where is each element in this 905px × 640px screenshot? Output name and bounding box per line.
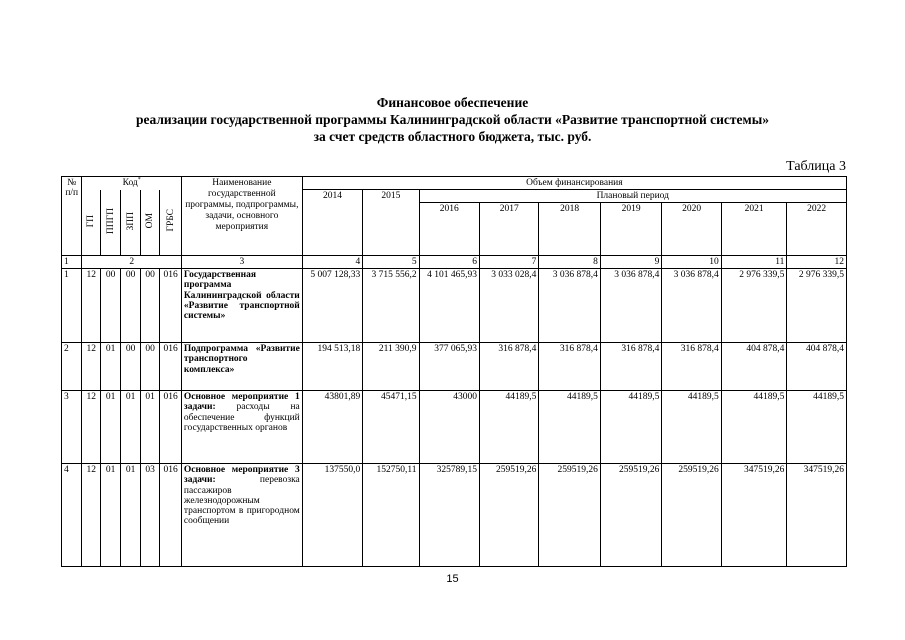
value-2022: 404 878,4 xyxy=(787,343,847,391)
colnum-8: 8 xyxy=(539,256,600,269)
colnum-10: 10 xyxy=(662,256,721,269)
code-grbs: 016 xyxy=(160,464,182,567)
table-row xyxy=(62,343,847,391)
value-2022: 2 976 339,5 xyxy=(787,269,847,343)
table-label: Таблица 3 xyxy=(786,159,846,174)
value-2015: 152750,11 xyxy=(363,464,419,567)
table-row xyxy=(62,269,847,343)
header-year-2019: 2019 xyxy=(600,203,661,256)
row-name: Основное мероприятие 3 задачи: перевозка пассажиров железнодорожным транспортом в пригородном сообщении xyxy=(181,464,302,567)
value-2019: 259519,26 xyxy=(600,464,661,567)
code-ppgp: 01 xyxy=(100,343,120,391)
header-code-zpp: ЗПП xyxy=(121,190,140,256)
row-num: 2 xyxy=(62,343,82,391)
row-name: Государственная программа Калининградской области «Развитие транспортной системы» xyxy=(181,269,302,343)
code-zpp: 00 xyxy=(121,343,140,391)
value-2018: 3 036 878,4 xyxy=(539,269,600,343)
row-num: 3 xyxy=(62,391,82,464)
code-zpp: 01 xyxy=(121,391,140,464)
value-2016: 377 065,93 xyxy=(419,343,479,391)
value-2017: 259519,26 xyxy=(480,464,539,567)
colnum-9: 9 xyxy=(600,256,661,269)
colnum-5: 5 xyxy=(363,256,419,269)
table-row xyxy=(62,391,847,464)
header-num-sub: п/п xyxy=(65,188,79,198)
header-code-footnote: * xyxy=(137,176,141,183)
header-year-2021: 2021 xyxy=(721,203,787,256)
document-title: Финансовое обеспечение xyxy=(376,95,529,110)
value-2020: 44189,5 xyxy=(662,391,721,464)
value-2019: 44189,5 xyxy=(600,391,661,464)
header-year-2020: 2020 xyxy=(662,203,721,256)
code-om: 01 xyxy=(140,391,159,464)
value-2014: 194 513,18 xyxy=(302,343,362,391)
header-year-2022: 2022 xyxy=(787,203,847,256)
value-2020: 3 036 878,4 xyxy=(662,269,721,343)
value-2021: 347519,26 xyxy=(721,464,787,567)
document-subtitle-units: за счет средств областного бюджета, тыс. руб. xyxy=(313,129,592,144)
value-2017: 316 878,4 xyxy=(480,343,539,391)
header-code-ppgp: ППГП xyxy=(100,190,120,256)
value-2014: 137550,0 xyxy=(302,464,362,567)
header-planned-period: Плановый период xyxy=(419,190,846,203)
header-code-om: ОМ xyxy=(140,190,159,256)
value-2015: 45471,15 xyxy=(363,391,419,464)
value-2020: 316 878,4 xyxy=(662,343,721,391)
code-gp: 12 xyxy=(82,269,100,343)
code-gp: 12 xyxy=(82,391,100,464)
code-zpp: 01 xyxy=(121,464,140,567)
code-grbs: 016 xyxy=(160,269,182,343)
header-year-2017: 2017 xyxy=(480,203,539,256)
colnum-1: 1 xyxy=(62,256,82,269)
value-2016: 4 101 465,93 xyxy=(419,269,479,343)
value-2016: 325789,15 xyxy=(419,464,479,567)
table-row xyxy=(62,464,847,567)
header-year-2015: 2015 xyxy=(363,190,419,256)
financing-table xyxy=(61,176,847,567)
page-number: 15 xyxy=(446,573,459,585)
colnum-4: 4 xyxy=(302,256,362,269)
value-2017: 44189,5 xyxy=(480,391,539,464)
value-2015: 211 390,9 xyxy=(363,343,419,391)
header-code: Код* xyxy=(82,177,181,190)
colnum-12: 12 xyxy=(787,256,847,269)
code-gp: 12 xyxy=(82,464,100,567)
value-2019: 316 878,4 xyxy=(600,343,661,391)
code-ppgp: 00 xyxy=(100,269,120,343)
document-subtitle: реализации государственной программы Калининградской области «Развитие транспортной системы» xyxy=(135,112,770,127)
value-2018: 44189,5 xyxy=(539,391,600,464)
colnum-7: 7 xyxy=(480,256,539,269)
code-gp: 12 xyxy=(82,343,100,391)
header-year-2014: 2014 xyxy=(302,190,362,256)
value-2018: 259519,26 xyxy=(539,464,600,567)
value-2021: 404 878,4 xyxy=(721,343,787,391)
header-year-2016: 2016 xyxy=(419,203,479,256)
code-ppgp: 01 xyxy=(100,464,120,567)
code-grbs: 016 xyxy=(160,391,182,464)
value-2018: 316 878,4 xyxy=(539,343,600,391)
value-2014: 43801,89 xyxy=(302,391,362,464)
header-year-2018: 2018 xyxy=(539,203,600,256)
value-2022: 44189,5 xyxy=(787,391,847,464)
value-2016: 43000 xyxy=(419,391,479,464)
colnum-11: 11 xyxy=(721,256,787,269)
row-num: 4 xyxy=(62,464,82,567)
header-volume: Объем финансирования xyxy=(302,177,846,190)
header-num-cell xyxy=(62,177,82,256)
value-2022: 347519,26 xyxy=(787,464,847,567)
code-om: 00 xyxy=(140,343,159,391)
value-2021: 44189,5 xyxy=(721,391,787,464)
value-2015: 3 715 556,2 xyxy=(363,269,419,343)
value-2019: 3 036 878,4 xyxy=(600,269,661,343)
colnum-6: 6 xyxy=(419,256,479,269)
value-2014: 5 007 128,33 xyxy=(302,269,362,343)
header-code-grbs: ГРБС xyxy=(160,190,182,256)
row-name: Подпрограмма «Развитие транспортного комплекса» xyxy=(181,343,302,391)
code-grbs: 016 xyxy=(160,343,182,391)
code-ppgp: 01 xyxy=(100,391,120,464)
value-2017: 3 033 028,4 xyxy=(480,269,539,343)
value-2020: 259519,26 xyxy=(662,464,721,567)
row-num: 1 xyxy=(62,269,82,343)
colnum-2: 2 xyxy=(82,256,181,269)
code-om: 00 xyxy=(140,269,159,343)
colnum-3: 3 xyxy=(181,256,302,269)
code-zpp: 00 xyxy=(121,269,140,343)
value-2021: 2 976 339,5 xyxy=(721,269,787,343)
header-num: № xyxy=(67,178,77,188)
row-name: Основное мероприятие 1 задачи: расходы на обеспечение функций государственных органов xyxy=(181,391,302,464)
code-om: 03 xyxy=(140,464,159,567)
header-code-gp: ГП xyxy=(82,190,100,256)
header-name: Наименование государственной программы, подпрограммы, задачи, основного мероприятия xyxy=(181,177,302,256)
